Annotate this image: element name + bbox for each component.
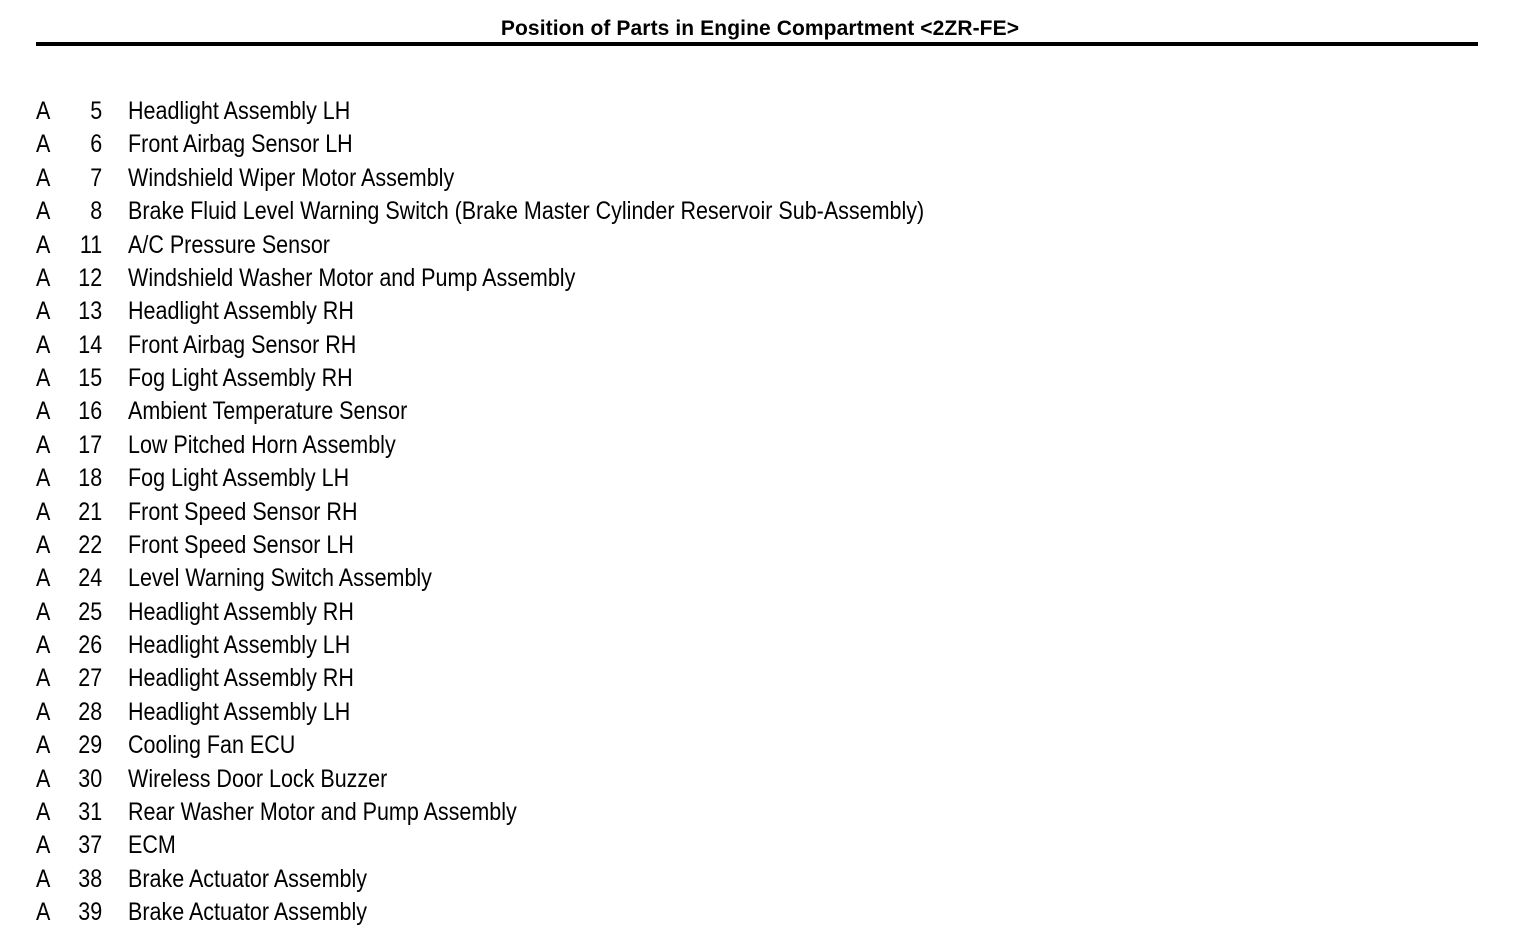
part-row: [36, 596, 924, 629]
part-code: A: [36, 697, 51, 726]
part-code: A: [36, 497, 51, 526]
part-name: Front Airbag Sensor RH: [128, 330, 357, 359]
part-code: A: [36, 764, 51, 793]
part-row: [36, 295, 924, 328]
part-number: 11: [79, 230, 103, 259]
part-name: Headlight Assembly RH: [128, 597, 354, 626]
header-rule: [36, 42, 1478, 46]
part-row: [36, 662, 924, 695]
part-name: Brake Actuator Assembly: [128, 898, 368, 926]
part-row: [36, 195, 924, 228]
part-name: Headlight Assembly RH: [128, 664, 354, 693]
part-number: 6: [90, 130, 103, 159]
part-name: A/C Pressure Sensor: [128, 230, 330, 259]
part-number: 13: [78, 297, 103, 326]
part-name: ECM: [128, 831, 176, 860]
part-code: A: [36, 330, 51, 359]
part-number: 38: [78, 864, 103, 893]
part-code: A: [36, 197, 51, 226]
part-code: A: [36, 898, 51, 926]
part-row: [36, 329, 924, 362]
part-row: [36, 395, 924, 428]
part-row: [36, 529, 924, 562]
part-number: 31: [78, 797, 103, 826]
part-code: A: [36, 364, 51, 392]
part-row: [36, 729, 924, 762]
part-code: A: [36, 664, 51, 693]
part-number: 15: [78, 364, 103, 392]
part-name: Front Airbag Sensor LH: [128, 130, 353, 159]
part-row: [36, 162, 924, 195]
part-row: [36, 362, 924, 395]
part-row: [36, 128, 924, 161]
part-code: A: [36, 631, 51, 659]
part-number: 14: [78, 330, 103, 359]
part-number: 29: [78, 731, 103, 760]
part-name: Front Speed Sensor RH: [128, 497, 358, 526]
part-name: Ambient Temperature Sensor: [128, 397, 408, 426]
parts-list: [36, 95, 1069, 929]
part-number: 12: [78, 263, 103, 292]
part-row: [36, 863, 924, 896]
part-number: 8: [90, 197, 103, 226]
part-row: [36, 896, 924, 929]
part-number: 25: [78, 597, 103, 626]
part-code: A: [36, 597, 51, 626]
part-row: [36, 829, 924, 862]
part-code: A: [36, 263, 51, 292]
part-name: Headlight Assembly LH: [128, 97, 351, 125]
part-code: A: [36, 831, 51, 860]
part-name: Wireless Door Lock Buzzer: [128, 764, 388, 793]
part-name: Headlight Assembly LH: [128, 697, 351, 726]
part-row: [36, 629, 924, 662]
part-name: Brake Actuator Assembly: [128, 864, 368, 893]
part-row: [36, 462, 924, 495]
part-number: 17: [78, 430, 103, 459]
part-name: Windshield Wiper Motor Assembly: [128, 163, 455, 192]
part-code: A: [36, 97, 51, 125]
part-number: 24: [78, 564, 103, 593]
part-number: 5: [90, 97, 103, 125]
part-number: 21: [78, 497, 103, 526]
part-code: A: [36, 564, 51, 593]
part-name: Brake Fluid Level Warning Switch (Brake Master Cylinder Reservoir Sub-Assembly): [128, 197, 925, 226]
part-name: Headlight Assembly LH: [128, 631, 351, 659]
part-code: A: [36, 397, 51, 426]
part-row: [36, 696, 924, 729]
part-number: 37: [78, 831, 103, 860]
part-row: [36, 796, 924, 829]
part-name: Front Speed Sensor LH: [128, 530, 354, 559]
part-row: [36, 496, 924, 529]
part-number: 16: [78, 397, 103, 426]
part-code: A: [36, 797, 51, 826]
part-code: A: [36, 864, 51, 893]
part-number: 7: [90, 163, 103, 192]
part-code: A: [36, 130, 51, 159]
part-number: 22: [78, 530, 103, 559]
part-name: Cooling Fan ECU: [128, 731, 296, 760]
part-number: 27: [78, 664, 103, 693]
part-name: Fog Light Assembly LH: [128, 464, 350, 493]
part-row: [36, 562, 924, 595]
part-number: 18: [78, 464, 103, 493]
part-row: [36, 763, 924, 796]
part-code: A: [36, 530, 51, 559]
part-name: Fog Light Assembly RH: [128, 364, 353, 392]
part-code: A: [36, 731, 51, 760]
part-number: 39: [78, 898, 103, 926]
part-row: [36, 95, 924, 128]
part-code: A: [36, 464, 51, 493]
part-row: [36, 429, 924, 462]
part-name: Level Warning Switch Assembly: [128, 564, 432, 593]
part-row: [36, 262, 924, 295]
part-number: 28: [78, 697, 103, 726]
part-name: Windshield Washer Motor and Pump Assembly: [128, 263, 576, 292]
part-name: Low Pitched Horn Assembly: [128, 430, 396, 459]
part-number: 26: [78, 631, 103, 659]
part-code: A: [36, 163, 51, 192]
part-row: [36, 229, 924, 262]
part-name: Headlight Assembly RH: [128, 297, 354, 326]
part-code: A: [36, 297, 51, 326]
part-code: A: [36, 230, 51, 259]
part-number: 30: [78, 764, 103, 793]
part-name: Rear Washer Motor and Pump Assembly: [128, 797, 517, 826]
page-title: Position of Parts in Engine Compartment <2ZR-FE>: [500, 17, 1020, 40]
part-code: A: [36, 430, 51, 459]
